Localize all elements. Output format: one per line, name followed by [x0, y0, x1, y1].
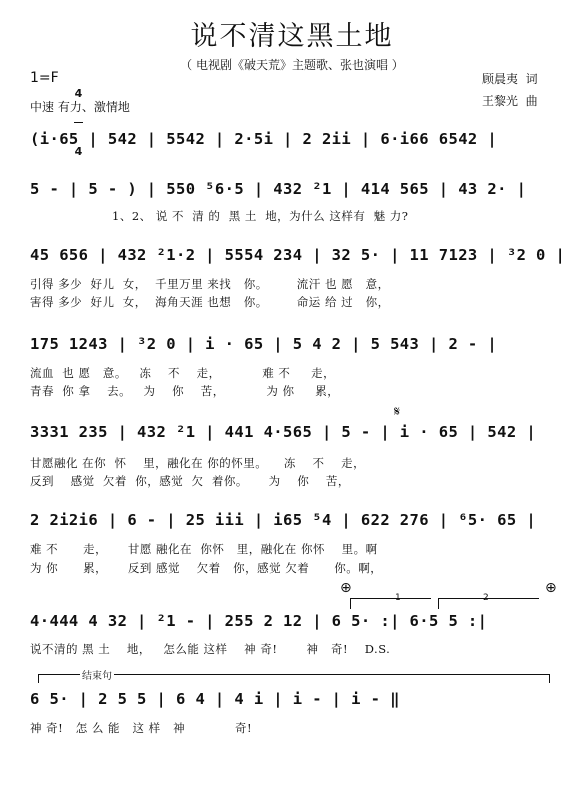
- ending-bracket: [38, 674, 550, 683]
- tempo-marking: 中速 有力、激情地: [30, 100, 130, 114]
- time-signature-top: 4: [74, 87, 83, 100]
- lyric-line-2a: 1、2、 说 不 清 的 黑 土 地，为什么 这样有 魅 力?: [112, 209, 409, 223]
- lyric-line-7a: 说不清的 黑 土 地， 怎么能 这样 神 奇! 神 奇! D.S.: [30, 642, 391, 656]
- lyric-line-6b: 为 你 累， 反到 感觉 欠着 你，感觉 欠着 你。啊，: [30, 561, 383, 575]
- time-signature-bottom: 4: [74, 145, 83, 158]
- volta-label-2: 2: [483, 593, 489, 603]
- lyric-line-4b: 青春 你 拿 去。 为 你 苦， 为 你 累，: [30, 384, 340, 398]
- volta-bracket-2: [438, 593, 539, 609]
- notation-line-6: 2 2i2i6 | 6 - | 25 iii | i65 ⁵4 | 622 276 | ⁶5· 65 |: [30, 511, 537, 529]
- lyric-line-3a: 引得 多少 好儿 女， 千里万里 来找 你。 流汗 也 愿 意，: [30, 277, 390, 291]
- lyric-line-5b: 反到 感觉 欠着 你，感觉 欠 着你。 为 你 苦，: [30, 474, 350, 488]
- page-title: 说不清这黑土地: [190, 21, 394, 52]
- subtitle: （ 电视剧《破天荒》主题歌、张也演唱 ）: [180, 58, 404, 72]
- notation-line-4: 175 1243 | ³2 0 | i · 65 | 5 4 2 | 5 543 | 2 - |: [30, 335, 498, 353]
- lyric-line-6a: 难 不 走， 甘愿 融化在 你怀 里，融化在 你怀 里。啊: [30, 542, 378, 556]
- time-signature: [74, 66, 83, 168]
- notation-line-3: 45 656 | 432 ²1·2 | 5554 234 | 32 5· | 11 7123 | ³2 0 |: [30, 246, 566, 264]
- notation-line-5: 3331 235 | 432 ²1 | 441 4·565 | 5 - | i · 65 | 542 |: [30, 423, 537, 441]
- notation-line-1: (i·65 | 542 | 5542 | 2·5i | 2 2ii | 6·i66 6542 |: [30, 130, 498, 148]
- key-signature: 1=F: [30, 70, 59, 86]
- lyric-line-8a: 神 奇! 怎 么 能 这 样 神 奇!: [30, 721, 253, 735]
- coda-mark-2: ⊕: [545, 580, 557, 596]
- volta-bracket-1: [350, 593, 431, 609]
- lyric-line-5a: 甘愿融化 在你 怀 里，融化在 你的怀里。 冻 不 走，: [30, 456, 366, 470]
- notation-line-8: 6 5· | 2 5 5 | 6 4 | 4 i | i - | i - ‖: [30, 690, 400, 708]
- coda-mark-1: ⊕: [340, 580, 352, 596]
- ending-label: 结束句: [80, 667, 114, 682]
- lyricist-credit: 顾晨夷 词: [482, 72, 538, 86]
- segno-mark: 𝄋: [394, 404, 401, 420]
- volta-label-1: 1: [395, 593, 401, 603]
- lyric-line-4a: 流血 也 愿 意。 冻 不 走， 难 不 走，: [30, 366, 336, 380]
- lyric-line-3b: 害得 多少 好儿 女， 海角天涯 也想 你。 命运 给 过 你，: [30, 295, 390, 309]
- composer-credit: 王黎光 曲: [482, 94, 538, 108]
- notation-line-7: 4·444 4 32 | ²1 - | 255 2 12 | 6 5· :| 6·5 5 :|: [30, 612, 488, 630]
- notation-line-2: 5 - | 5 - ) | 550 ⁵6·5 | 432 ²1 | 414 565 | 43 2· |: [30, 180, 527, 198]
